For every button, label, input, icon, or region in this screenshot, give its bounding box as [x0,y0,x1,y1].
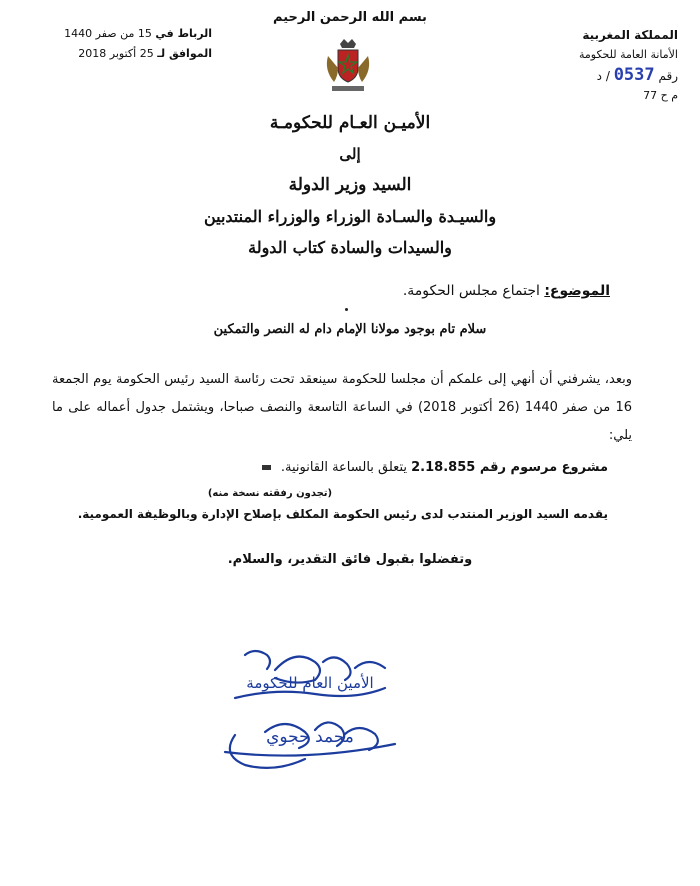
to-label: إلى [339,145,361,163]
header-date [62,24,212,64]
agenda-item [88,460,608,475]
presented-by: يقدمه السيد الوزير المنتدب لدى رئيس الحكومة المكلف بإصلاح الإدارة وبالوظيفة العمومية. [77,507,608,521]
gregorian-date-label: الموافق لـ [157,47,212,60]
kingdom-name: المملكة المغربية [582,28,678,42]
gregorian-date: 25 أكتوبر 2018 [78,47,154,60]
body-paragraph: وبعد، يشرفني أن أنهي إلى علمكم أن مجلسا للحكومة سينعقد تحت رئاسة السيد رئيس الحكومة يوم الجمعة 16 من صفر 1440 (26 أكتوبر 2018) في الساعة التاسعة والنصف صباحا، ويشتمل جدول أعماله على ما يلي: [52,372,632,443]
addressee-line-3: والسيدات والسادة كتاب الدولة [248,238,452,257]
gregorian-date-line [62,44,212,64]
signature-stamp [205,640,415,780]
reference-line [518,66,678,86]
sender-title: الأميـن العـام للحكومـة [269,113,431,133]
hijri-date-line [62,24,212,44]
subject-label: الموضوع: [544,283,610,299]
reference-suffix: / د [596,69,610,83]
subject-text: اجتماع مجلس الحكومة. [402,283,540,299]
addressee-block [0,108,700,263]
reference-code: م ح 77 [643,89,678,102]
general-secretariat: الأمانة العامة للحكومة [578,48,678,61]
signature-name: محمد حجوي [266,727,354,747]
hijri-date: 15 من صفر 1440 [64,27,152,40]
agenda-item-title: مشروع مرسوم رقم 2.18.855 [411,460,608,475]
reference-number: 0537 [613,65,655,85]
basmala: بسم الله الرحمن الرحيم [273,10,427,25]
attached-note: (تجدون رفقته نسخة منه) [207,488,333,499]
reference-prefix: رقم [658,69,678,83]
bullet-icon [262,465,271,470]
addressee-line-1: السيد وزير الدولة [288,175,412,195]
header-issuer [518,26,678,105]
royal-emblem-icon [318,36,378,96]
separator-dot [345,308,348,311]
subject-line [50,283,610,299]
place-date-label: الرباط في [155,27,212,40]
agenda-item-description: يتعلق بالساعة القانونية. [280,460,407,475]
addressee-line-2: والسيـدة والسـادة الوزراء والوزراء المنتدبين [203,207,497,226]
signature-title: الأمين العام للحكومة [246,674,374,692]
closing-line: وتفضلوا بقبول فائق التقدير، والسلام. [227,552,473,567]
greeting: سلام تام بوجود مولانا الإمام دام له النصر والتمكين [213,322,487,337]
